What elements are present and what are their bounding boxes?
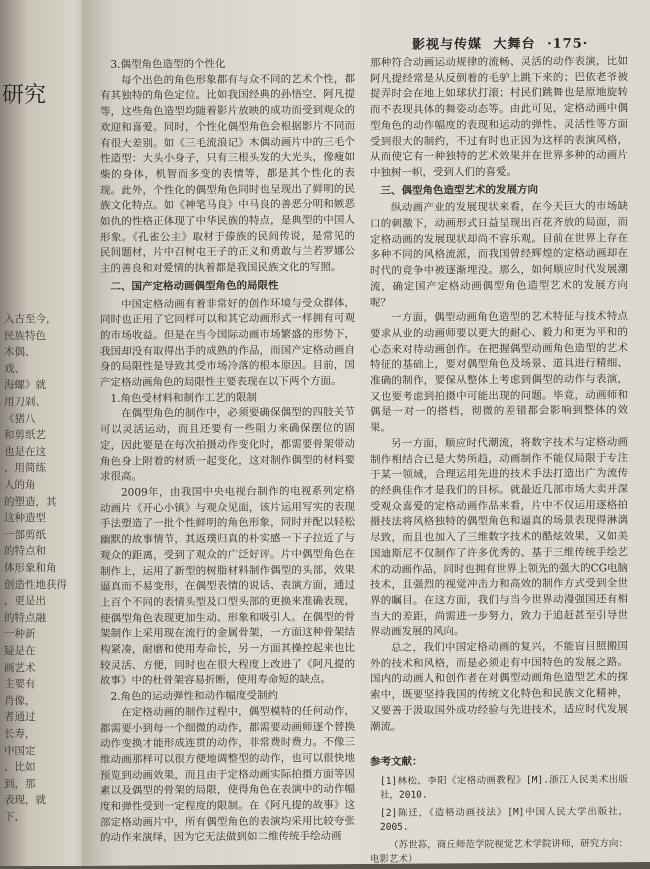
previous-page-line: 表现，就 (4, 794, 46, 807)
previous-page-line: ，更是出 (4, 595, 46, 608)
previous-page-line: 下， (4, 811, 25, 823)
previous-page-line: 主要有 (4, 678, 36, 691)
previous-page-line: 也是在这 (4, 445, 46, 458)
section-heading: 二、国产定格动画偶型角色的局限性 (110, 279, 279, 293)
previous-page-line: 长寿， (4, 728, 36, 740)
body-paragraph: 纵动画产业的发展现状来看，在今天巨大的市场缺口的刺激下，动画形式日益呈现出百花齐放的局面，而定格动画的发展现状却尚不容乐观。目前在世界上存在多种不同的风格流派，而我国曾经辉煌的定格动画却在时代的竞争中被逐渐埋没。那么，如何顺应时代发展潮流，确定国产定格动画偶型角色造型艺术的发展方向呢？ (370, 200, 628, 309)
body-paragraph: 一方面，偶型动画角色造型的艺术特征与技术特点要求从业的动画师要以更大的耐心、毅力和更为平和的心态来对待动画创作。在把握偶型动画角色造型的艺术特征的基础上，要对偶型角色及场景、道具进行精细、准确的制作，要保从整体上考虑到偶型的动作与表演，又也要考虑到拍摄中可能出现的问题。毕竟，动画师和偶是一对一的搭档，彻微的差错都会影响到整体的效果。 (370, 310, 628, 435)
previous-page-line: 用刀剁、 (4, 396, 46, 408)
previous-page-line: 木偶、 (4, 346, 36, 359)
reference-item: [2]陈迁，《造格动画技法》[M]中国人民大学出版社，2005. (380, 806, 628, 833)
right-column (370, 54, 628, 867)
page-number: ·175· (547, 36, 589, 52)
previous-page-line: 一种新 (4, 628, 36, 641)
previous-page-line: 创造性地获得 (4, 578, 67, 591)
subsection-heading: 2.角色的运动弹性和动作幅度受制约 (110, 689, 279, 703)
body-paragraph: 那种符合动画运动规律的流畅、灵活的动作表演，比如阿凡提经常是从反倒着的毛驴上跳下来的；巴依老爷被捉弄时会在地上如球状打滚；村民们跳舞也是原地旋转而不表现具体的舞姿动态等。由此可见，定格动画中偶型角色的动作幅度的表现和运动的弹性、灵活性等方面受到很大的制约，不过有时也正因为这样的表演风格，从而使它有一种独特的艺术效果并在世界多种的动画片中独树一帜，受到人们的喜爱。 (370, 55, 628, 179)
body-paragraph: 2009年，由我国中央电视台制作的电视系列定格动画片《开心小镇》与观众见面，该片运用写实的表现手法塑造了一批个性鲜明的角色形象，同时并配以轻松幽默的故事情节，其返璞归真的朴实感一下子拉近了与观众的距离，受到了观众的广泛好评。片中偶型角色在制作上，运用了新型的树脂材料制作偶型的头部，效果逼真而不易变形，在偶型表情的说话、表演方面，通过上百个不同的表情头型及口型头部的更换来准确表现，使偶型角色表现更加生动、形象和吸引人。在偶型的骨架制作上采用现在流行的金属骨架，一方面这种骨架结构紧凑，耐磨和使用寿命长，另一方面其操控起来也比较灵活、方便，同时也在很大程度上改进了《阿凡提的故事》中的杜骨架容易折断，使用寿命短的缺点。 (100, 485, 355, 688)
previous-page-line: 疑是在 (4, 645, 36, 657)
section-heading: 三、偶型角色造型艺术的发展方向 (380, 183, 538, 197)
body-paragraph: 总之，我们中国定格动画的复兴，不能盲目照搬国外的技术和风格，而是必须走有中国特色的发展之路。国内的动画人和创作者在对偶型动画角色造型艺术的探索中，既要坚持我国的传统文化特色和民族文化精神，又要善于汲取国外成功经验与先进技术，适应时代发展潮流。 (370, 640, 628, 733)
body-paragraph: 另一方面，顺应时代潮流，将数字技术与定格动画制作相结合已是大势所趋，动画制作不能仅局限于专注于某一领域，合理运用先进的技术手法打造出广为流传的经典佳作才是我们的目标。就最近几部市场大卖并深受观众喜爱的定格动画作品来看，片中不仅运用逐格拍摄技法将风格独特的偶型角色和逼真的场景表现得淋漓尽致，而且也加入了三维数字技术的酷炫效果，又如美国迪斯尼不仅制作了许多优秀的、基于三维传统手绘艺术的动画作品，同时也拥有世界上领先的强大的CG电脑技术，且强烈的视觉冲击力和高效的制作方式受到全世界的瞩目。在这方面，我们与当今世界动漫强国还有相当大的差距，尚需进一步努力，致力于追赶甚至引导世界动画发展的风向。 (370, 436, 628, 639)
previous-page-line: 海螺》就 (4, 379, 46, 392)
previous-page-line: 肖像， (4, 694, 36, 707)
body-paragraph: 在偶型角色的制作中，必须要确保偶型的四肢关节可以灵活运动，而且还要有一些阻力来确保摆位的固定，因此要是在每次拍摄动作变化时，都需要骨架带动角色身上附着的材质一起变化，这对制作偶型的材料要求很高。 (100, 406, 355, 484)
previous-page-line: ，用简练 (4, 462, 46, 475)
reference-item: [1]林松、李阳《定格动画教程》[M].浙江人民美术出版社，2010. (380, 774, 628, 801)
subsection-heading: 3.偶型角色造型的个性化 (110, 57, 226, 71)
previous-page-line: 画艺术 (4, 661, 36, 674)
previous-page-edge (0, 0, 92, 866)
column-name: 大舞台 (493, 36, 536, 53)
previous-page-line: 和剪纸艺 (4, 429, 46, 442)
running-header (412, 32, 594, 52)
previous-page-line: 《猪八 (4, 412, 36, 425)
subsection-heading: 1.角色受材料和制作工艺的限制 (110, 391, 258, 405)
previous-page-line: 的特点融 (4, 611, 46, 624)
previous-page-title-fragment: 研究 (2, 83, 47, 108)
document-page (82, 0, 650, 866)
body-paragraph: 中国定格动画有着非常好的创作环境与受众群体，同时也正用了它同样可以和其它动画形式一样拥有可观的市场收益。但是在当今国际动画市场繁盛的形势下，我国却没有取得出手的成熟的作品，而国产定格动画自身的局限性是导致其受市场冷落的根本原因。目前，国产定格动画角色的局限性主要表现在以下两个方面。 (100, 296, 355, 389)
previous-page-line: 中国定 (4, 744, 36, 757)
previous-page-line: 的特点和 (4, 545, 46, 558)
body-paragraph: 每个出色的角色形象都有与众不同的艺术个性，都有其独特的角色定位。比如我国经典的孙悟空、阿凡提等，这些角色造型均随着影片放映的成功而受到观众的欢迎和喜爱。同时，个性化偶型角色会根据影片不同而有很大差别。如《三毛流浪记》木偶动画片中的三毛个性造型：大头小身子，只有三根头发的大光头，像瘦如柴的身体，机智而多变的表情等，都是其个性化的表现。此外，个性化的偶型角色同时也呈现出了鲜明的民族文化特点。如《神笔马良》中马良的善恶分明和嫉恶如仇的性格正体现了中华民族的特点，是典型的中国人形象。《孔雀公主》取材于傣族的民间传说，是常见的民间题材，片中召树屯王子的正义和勇敢与兰若罗娜公主的善良和对爱情的执着都是我国民族文化的写照。 (100, 72, 355, 276)
references-title: 参考文献： (370, 755, 423, 769)
previous-page-line: 者通过 (4, 711, 36, 724)
journal-name: 影视与传媒 (412, 37, 483, 53)
previous-page-line: 民族特色 (4, 329, 46, 342)
previous-page-line: 这种造型 (4, 512, 46, 525)
previous-page-line: 入古至今， (4, 313, 57, 325)
left-column (100, 56, 355, 847)
references-section (370, 753, 628, 835)
previous-page-line: 到，那 (4, 777, 36, 790)
previous-page-line: 人的角 (4, 479, 36, 491)
body-paragraph: 在定格动画的制作过程中，偶型模特的任何动作，都需要小到每一个细微的动作，都需要动画师逐个替换动作变换才能形成连贯的动作，非常费时费力。不像三维动画那样可以很方便地调整型的动作，也可以很快地预览到动画效果，而且由于定格动画实际拍摄方面等因素以及偶型的骨架的局限，使得角色在表演中的动作幅度和弹性受到一定程度的限制。在《阿凡提的故事》这部定格动画片中，所有偶型角色的表演均采用比较夸张的动作来演绎，因为它无法做到如二维传统手绘动画 (100, 704, 355, 845)
previous-page-line: 戏、 (4, 362, 25, 375)
previous-page-line: 一部剪纸 (4, 528, 46, 541)
previous-page-line: 体形象和角 (4, 562, 57, 574)
previous-page-line: 的塑造，其 (4, 495, 57, 508)
author-bio: （苏世荪，商丘师范学院视觉艺术学院讲师，研究方向：电影艺术） (370, 838, 628, 865)
previous-page-line: 、比如 (4, 761, 36, 774)
right-column-body (370, 54, 628, 735)
